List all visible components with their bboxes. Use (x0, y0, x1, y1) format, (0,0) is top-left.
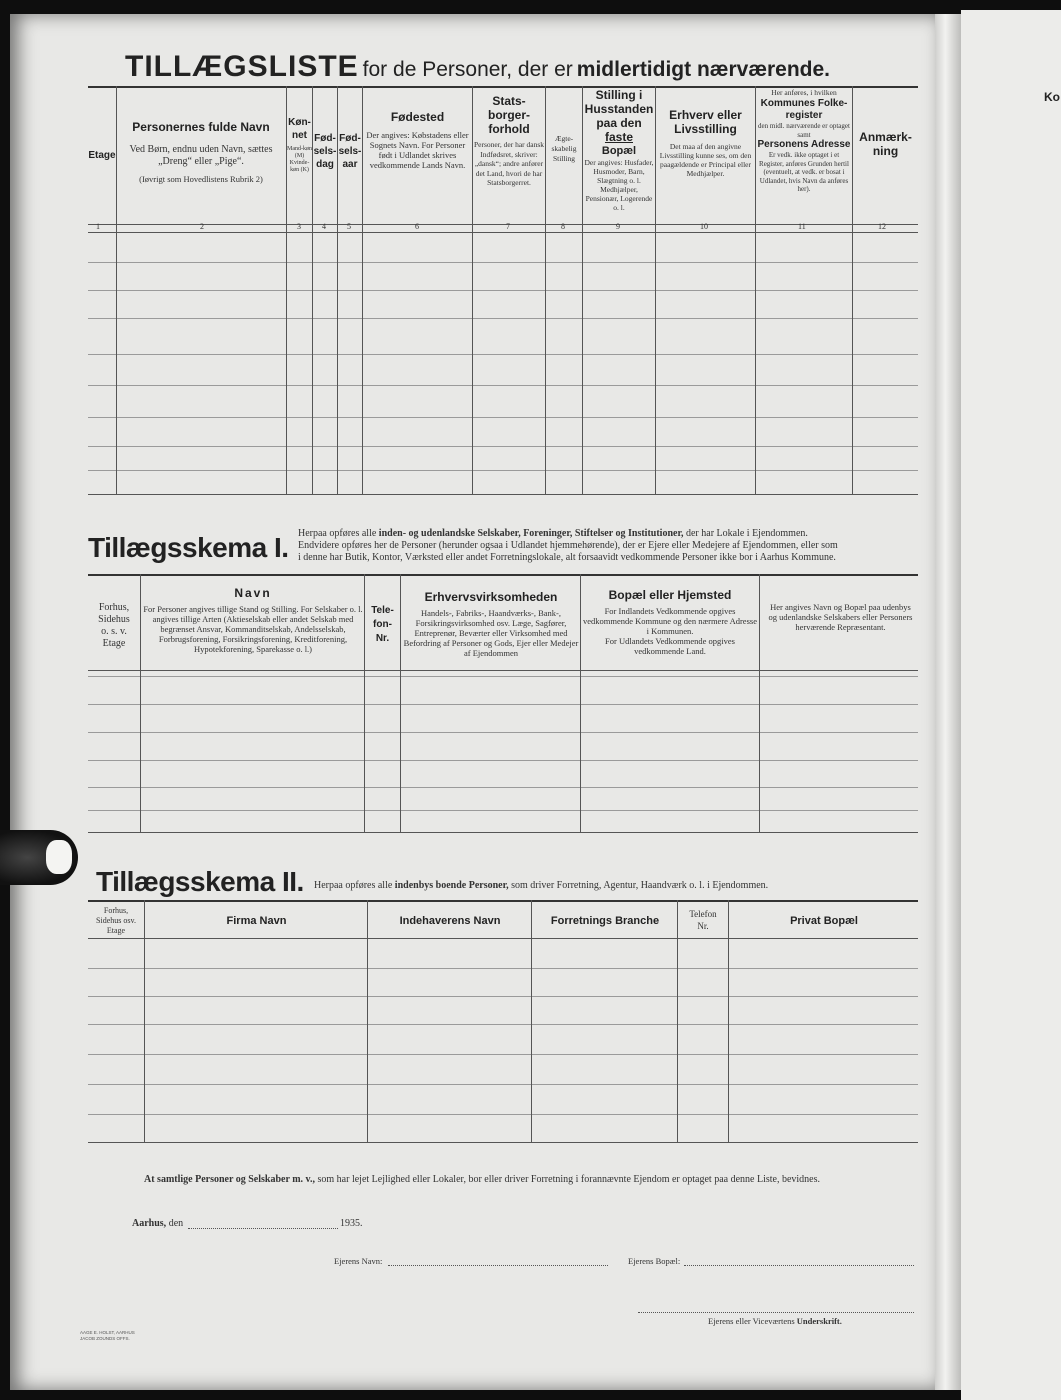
facing-page (961, 10, 1061, 1400)
binder-clip (0, 830, 78, 885)
t1-col-husstand: Stilling i Husstanden paa den faste Bopæl Der angives: Husfader, Husmoder, Barn, Slægtning o. l. Medhjælper, Pensionær, Logerende o. l. (584, 88, 654, 212)
t1-col-statsborger: Stats- borger- forhold Personer, der har dansk Indfødsret, skriver: „dansk“; andre anfører det Land, hvori de har Statsborgerret. (473, 94, 545, 187)
date-field[interactable] (188, 1228, 338, 1229)
t1-colnum-5: 5 (347, 222, 351, 231)
t2-top-rule (88, 574, 918, 576)
t1-colnum-4: 4 (322, 222, 326, 231)
t1-col-foedselsdag: Fød- sels- dag (313, 133, 337, 170)
t1-colnum-6: 6 (415, 222, 419, 231)
t3-col-privat-bopael: Privat Bopæl (790, 915, 858, 927)
t1-colnum-9: 9 (616, 222, 620, 231)
signature-label: Ejerens eller Viceværtens Underskrift. (708, 1316, 842, 1326)
owner-name-label: Ejerens Navn: (334, 1256, 383, 1266)
t3-col-etage: Forhus, Sidehus osv. Etage (96, 906, 136, 935)
t3-col-telefon: Telefon Nr. (689, 909, 717, 931)
t1-bottom-rule (88, 494, 918, 495)
t1-colnum-11: 11 (798, 222, 806, 231)
title-emphasis: midlertidigt nærværende. (576, 58, 831, 81)
t2-col-etage: Forhus, Sidehus o. s. v. Etage (98, 602, 130, 649)
page-title (125, 50, 905, 84)
t2-bottom-rule (88, 832, 918, 833)
t1-colnum-12: 12 (878, 222, 886, 231)
form-page (10, 14, 935, 1390)
schema2-title: Tillægsskema II. (96, 866, 304, 897)
t2-col-representant: Her angives Navn og Bopæl paa udenbys og udenlandske Selskabers eller Personers herværende Repræsentant. (768, 602, 913, 632)
attestation-statement: At samtlige Personer og Selskaber m. v., som har lejet Lejlighed eller Lokaler, bor eller driver Forretning i forannævnte Ejendom er optaget paa denne Liste, bevidnes. (144, 1174, 820, 1185)
t1-colnum-1: 1 (96, 222, 100, 231)
t1-colnum-7: 7 (506, 222, 510, 231)
t3-col-branche: Forretnings Branche (550, 915, 660, 927)
title-main: TILLÆGSLISTE (125, 50, 359, 83)
t1-num-rule (88, 232, 918, 233)
t1-colnum-8: 8 (561, 222, 565, 231)
t1-col-erhverv: Erhverv eller Livsstilling Det maa af den angivne Livsstilling kunne ses, om den paagældende er Principal eller Medhjælper. (659, 108, 752, 178)
facing-page-text: Ko (1044, 90, 1060, 104)
t1-col-foedested: Fødested Der angives: Købstadens eller Sognets Navn. For Personer født i Udlandet skrives vedkommende Lands Navn. (366, 110, 469, 170)
t1-colnum-2: 2 (200, 222, 204, 231)
t2-col-navn: Navn For Personer angives tillige Stand og Stilling. For Selskaber o. l. angives tillige Arten (Aktieselskab eller andet Selskab med begrænset Ansvar, Kommanditselskab, Andelsselskab, Forbrugsforening, Forsikringsforening, Kreditforening, Hypotekforening, Sparekasse o. l.) (143, 586, 363, 654)
t1-col-etage: Etage (88, 150, 116, 161)
t3-top-rule (88, 900, 918, 902)
t1-col-folkeregister: Her anføres, i hvilken Kommunes Folke- register den midl. nærværende er optaget samt Personens Adresse Er vedk. ikke optaget i et Register, anføres Grunden hertil (eventuelt, at vedk. er bosat i Udlandet, hvis Navn da anføres her). (757, 88, 851, 193)
owner-address-label: Ejerens Bopæl: (628, 1256, 681, 1266)
t1-col-navn-sub: Ved Børn, endnu uden Navn, sættes „Dreng“ eller „Pige“. (129, 144, 273, 167)
t2-col-telefon: Tele- fon- Nr. (371, 605, 394, 644)
t1-col-navn-sub2: (Iøvrigt som Hovedlistens Rubrik 2) (139, 174, 263, 184)
t2-header-rule (88, 670, 918, 671)
t1-col-foedselsaar: Fød- sels- aar (338, 133, 362, 170)
t2-col-bopael: Bopæl eller Hjemsted For Indlandets Vedkommende opgives vedkommende Kommune og den nærmere Adresse i Kommunen. For Udlandets Vedkommende opgives vedkommende Land. (583, 588, 757, 656)
t2-col-erhverv: Erhvervsvirksomheden Handels-, Fabriks-, Haandværks-, Bank-, Forsikringsvirksomhed osv. Læge, Sagfører, Entreprenør, Beværter eller Virksomhed med Befordring af Personer og Gods, Ejer eller Medejer af Ejendommen (403, 590, 579, 658)
title-rest: for de Personer, der er (362, 58, 573, 81)
t1-col-navn (118, 120, 284, 184)
owner-address-field[interactable] (684, 1265, 914, 1266)
t3-col-firma: Firma Navn (226, 915, 287, 927)
schema1-intro: Herpaa opføres alle inden- og udenlandske Selskaber, Foreninger, Stiftelser og Institutioner, der har Lokale i Ejendommen. Endvidere opføres her de Personer (herunder ogsaa i Udlandet hjemmehørende), der er Ejere eller Medejere af Ejendommen, eller som i denne har Butik, Kontor, Værksted eller andet Forretningslokale, alt forsaavidt vedkommende Personer ikke bor i Aarhus Kommune. (298, 528, 838, 563)
t1-header-rule (88, 224, 918, 225)
owner-name-field[interactable] (388, 1265, 608, 1266)
t3-header-rule (88, 938, 918, 939)
date-year: 1935. (340, 1218, 363, 1229)
book-gutter (935, 14, 961, 1390)
t1-col-anmaerkning: Anmærk- ning (859, 130, 912, 158)
printer-imprint: AAGE E. HOLST, AARHUS JACOB ZOUNDS OFFS. (80, 1330, 135, 1341)
t3-bottom-rule (88, 1142, 918, 1143)
t1-col-koen: Køn- net Mand-køn (M) Kvinde-køn (K) (287, 117, 312, 173)
schema1-title: Tillægsskema I. (88, 532, 289, 563)
t1-col-navn-head: Personernes fulde Navn (132, 120, 270, 134)
t1-colnum-10: 10 (700, 222, 708, 231)
t1-colnum-3: 3 (297, 222, 301, 231)
signature-field[interactable] (638, 1312, 914, 1313)
date-line: Aarhus, den (132, 1218, 184, 1229)
t3-col-indehaver: Indehaverens Navn (399, 915, 501, 927)
schema2-intro: Herpaa opføres alle indenbys boende Personer, som driver Forretning, Agentur, Haandværk o. l. i Ejendommen. (314, 880, 769, 891)
t1-col-aegteskab: Ægte- skabelig Stilling (551, 134, 577, 163)
